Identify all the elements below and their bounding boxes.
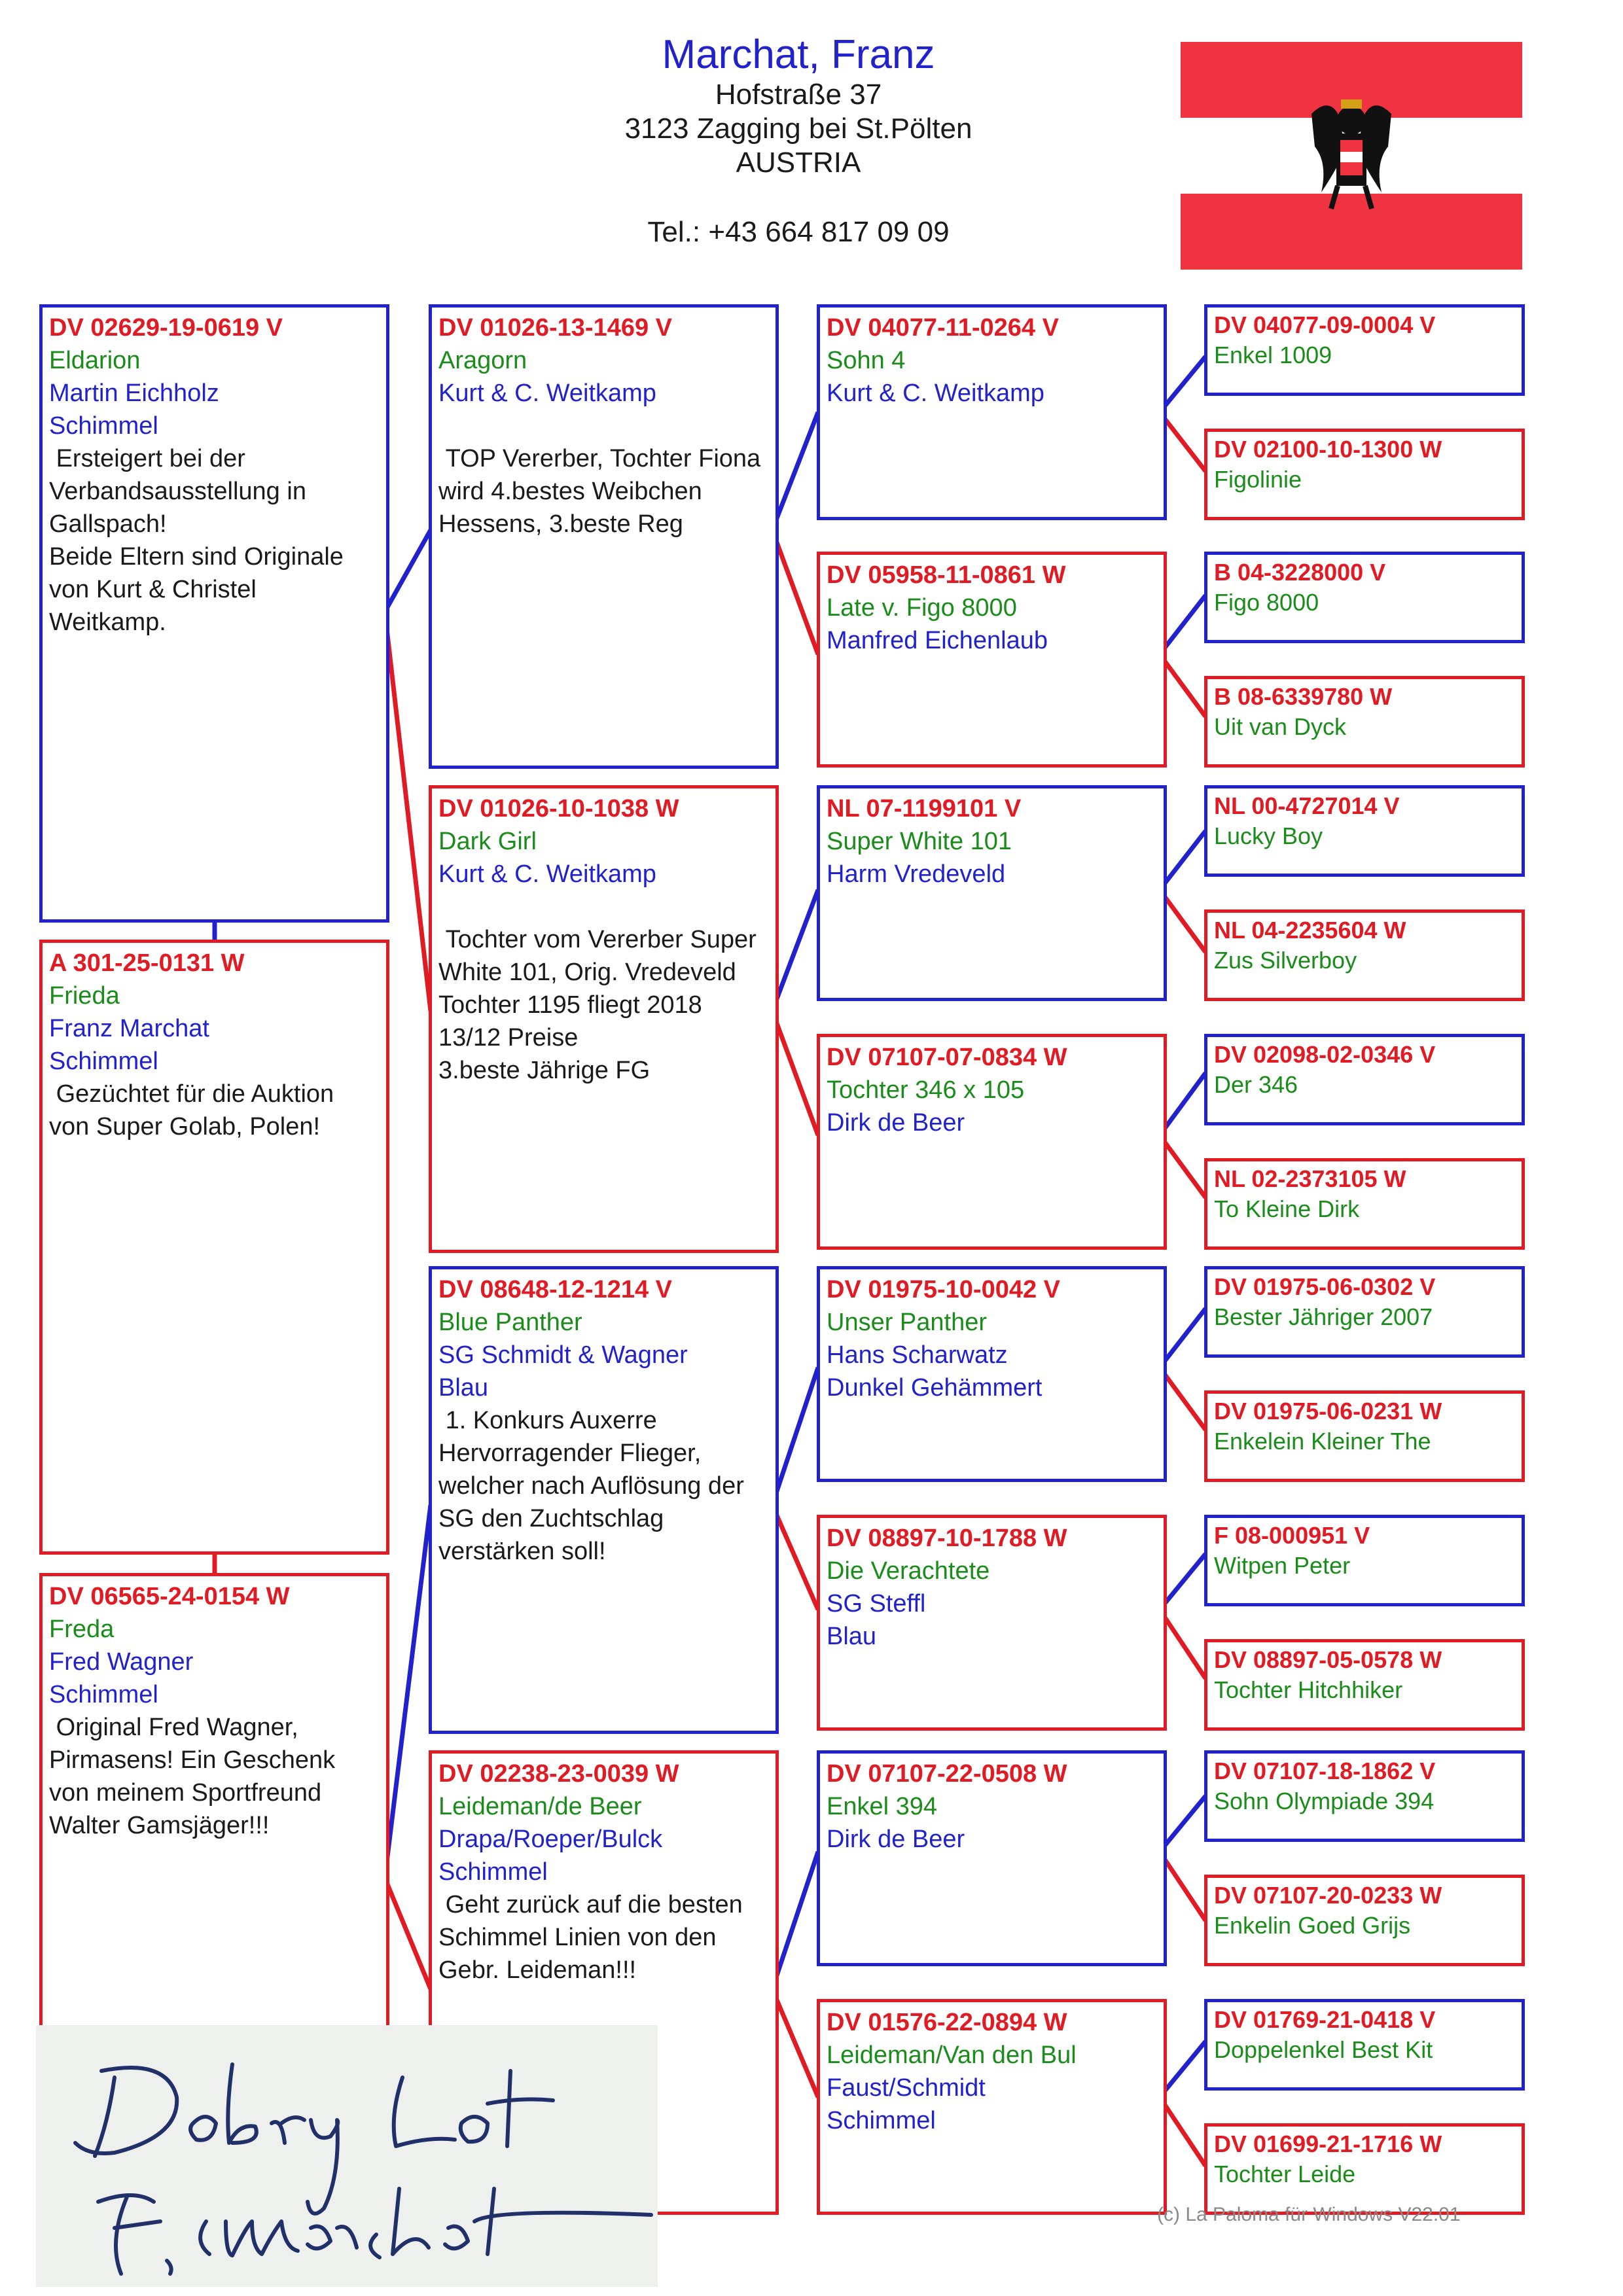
pigeon-card-ggp-1[interactable] bbox=[1204, 304, 1525, 396]
pigeon-card-ggp-6[interactable] bbox=[1204, 910, 1525, 1001]
ring-number: DV 01026-10-1038 W bbox=[438, 795, 679, 822]
ring-number: B 04-3228000 V bbox=[1214, 559, 1386, 586]
pigeon-card-grandparent-4[interactable] bbox=[817, 1034, 1167, 1250]
ring-number: DV 02629-19-0619 V bbox=[49, 314, 283, 342]
pigeon-name: Aragorn bbox=[438, 347, 527, 374]
pigeon-name: Die Verachtete bbox=[827, 1557, 990, 1585]
ring-number: DV 04077-09-0004 V bbox=[1214, 311, 1436, 338]
pigeon-card-parent-2[interactable] bbox=[429, 785, 779, 1253]
ring-number: NL 00-4727014 V bbox=[1214, 792, 1400, 819]
breeder: Dirk de Beer bbox=[827, 1826, 965, 1853]
pigeon-name: Sohn Olympiade 394 bbox=[1214, 1788, 1435, 1814]
pigeon-card-ggp-14[interactable] bbox=[1204, 1875, 1525, 1966]
pigeon-name: Eldarion bbox=[49, 347, 141, 374]
owner-country: AUSTRIA bbox=[736, 147, 861, 179]
plumage-color: Blau bbox=[438, 1374, 489, 1402]
pigeon-card-ggp-11[interactable] bbox=[1204, 1515, 1525, 1606]
breeder: Franz Marchat bbox=[49, 1015, 209, 1042]
pigeon-card-ggp-9[interactable] bbox=[1204, 1266, 1525, 1358]
breeder: Manfred Eichenlaub bbox=[827, 627, 1048, 654]
pigeon-name: Enkel 394 bbox=[827, 1793, 938, 1820]
breeder: Kurt & C. Weitkamp bbox=[438, 860, 656, 888]
plumage-color: Schimmel bbox=[49, 412, 158, 440]
pigeon-name: Leideman/Van den Bul bbox=[827, 2041, 1077, 2069]
pigeon-notes: Ersteigert bei der Verbandsausstellung in Gallspach! Beide Eltern sind Originale von Kurt & Christel Weitkamp. bbox=[49, 445, 344, 636]
breeder: Harm Vredeveld bbox=[827, 860, 1006, 888]
breeder: Kurt & C. Weitkamp bbox=[827, 380, 1044, 407]
pigeon-notes: Gezüchtet für die Auktion von Super Golab, Polen! bbox=[49, 1080, 341, 1140]
pigeon-name: Doppelenkel Best Kit bbox=[1214, 2036, 1433, 2063]
pigeon-name: Tochter Leide bbox=[1214, 2161, 1356, 2187]
pigeon-card-grandparent-7[interactable] bbox=[817, 1750, 1167, 1966]
pigeon-card-grandparent-1[interactable] bbox=[817, 304, 1167, 520]
ring-number: DV 02238-23-0039 W bbox=[438, 1760, 679, 1788]
plumage-color: Blau bbox=[827, 1623, 877, 1650]
pigeon-name: Figo 8000 bbox=[1214, 589, 1319, 616]
ring-number: NL 04-2235604 W bbox=[1214, 917, 1406, 944]
pigeon-name: Sohn 4 bbox=[827, 347, 906, 374]
owner-street: Hofstraße 37 bbox=[715, 79, 882, 111]
pigeon-card-grandparent-5[interactable] bbox=[817, 1266, 1167, 1482]
pigeon-card-subject[interactable] bbox=[39, 940, 389, 1555]
breeder: SG Steffl bbox=[827, 1590, 926, 1617]
pigeon-card-grandparent-3[interactable] bbox=[817, 785, 1167, 1001]
ring-number: DV 01975-06-0302 V bbox=[1214, 1273, 1436, 1300]
pigeon-name: Freda bbox=[49, 1616, 115, 1643]
ring-number: DV 01026-13-1469 V bbox=[438, 314, 673, 342]
ring-number: DV 02100-10-1300 W bbox=[1214, 436, 1442, 463]
plumage-color: Schimmel bbox=[438, 1858, 548, 1886]
pigeon-name: Enkelein Kleiner The bbox=[1214, 1428, 1431, 1455]
owner-name: Marchat, Franz bbox=[662, 32, 935, 77]
ring-number: DV 04077-11-0264 V bbox=[827, 314, 1059, 342]
pigeon-name: Late v. Figo 8000 bbox=[827, 594, 1017, 622]
ring-number: DV 07107-22-0508 W bbox=[827, 1760, 1067, 1788]
pigeon-card-grandparent-6[interactable] bbox=[817, 1515, 1167, 1731]
pigeon-name: Tochter 346 x 105 bbox=[827, 1076, 1025, 1104]
pigeon-name: Witpen Peter bbox=[1214, 1552, 1351, 1579]
ring-number: DV 07107-18-1862 V bbox=[1214, 1757, 1436, 1784]
pigeon-card-ggp-10[interactable] bbox=[1204, 1390, 1525, 1482]
pigeon-name: To Kleine Dirk bbox=[1214, 1195, 1360, 1222]
ring-number: DV 06565-24-0154 W bbox=[49, 1583, 290, 1610]
pigeon-card-ggp-2[interactable] bbox=[1204, 429, 1525, 520]
owner-phone: Tel.: +43 664 817 09 09 bbox=[647, 216, 950, 248]
pigeon-name: Lucky Boy bbox=[1214, 822, 1323, 849]
ring-number: DV 07107-20-0233 W bbox=[1214, 1882, 1442, 1909]
pigeon-card-ggp-8[interactable] bbox=[1204, 1158, 1525, 1250]
pigeon-name: Unser Panther bbox=[827, 1309, 988, 1336]
pigeon-card-grandparent-8[interactable] bbox=[817, 1999, 1167, 2215]
pigeon-card-ggp-13[interactable] bbox=[1204, 1750, 1525, 1842]
software-footer: (c) La Paloma für Windows V22.01 bbox=[1157, 2204, 1461, 2225]
plumage-color: Schimmel bbox=[827, 2107, 936, 2134]
ring-number: DV 08897-10-1788 W bbox=[827, 1525, 1067, 1552]
pigeon-notes: Original Fred Wagner, Pirmasens! Ein Geschenk von meinem Sportfreund Walter Gamsjäger!!! bbox=[49, 1714, 342, 1839]
pigeon-card-ggp-5[interactable] bbox=[1204, 785, 1525, 877]
pigeon-card-ggp-16[interactable] bbox=[1204, 2123, 1525, 2215]
owner-city: 3123 Zagging bei St.Pölten bbox=[624, 113, 972, 145]
breeder: Faust/Schmidt bbox=[827, 2074, 986, 2102]
pigeon-name: Bester Jähriger 2007 bbox=[1214, 1303, 1433, 1330]
ring-number: B 08-6339780 W bbox=[1214, 683, 1393, 710]
ring-number: DV 07107-07-0834 W bbox=[827, 1044, 1067, 1071]
breeder: Kurt & C. Weitkamp bbox=[438, 380, 656, 407]
ring-number: DV 01975-10-0042 V bbox=[827, 1276, 1061, 1303]
ring-number: NL 02-2373105 W bbox=[1214, 1165, 1406, 1192]
pigeon-name: Frieda bbox=[49, 982, 120, 1010]
pigeon-notes: 1. Konkurs Auxerre Hervorragender Flieger, welcher nach Auflösung der SG den Zuchtschlag verstärken soll! bbox=[438, 1407, 744, 1565]
pigeon-card-parent-3[interactable] bbox=[429, 1266, 779, 1734]
ring-number: DV 08648-12-1214 V bbox=[438, 1276, 673, 1303]
pigeon-name: Enkel 1009 bbox=[1214, 342, 1332, 368]
pigeon-card-ggp-12[interactable] bbox=[1204, 1639, 1525, 1731]
ring-number: DV 01769-21-0418 V bbox=[1214, 2006, 1436, 2033]
breeder: SG Schmidt & Wagner bbox=[438, 1341, 688, 1369]
pigeon-name: Figolinie bbox=[1214, 466, 1302, 493]
pigeon-card-ggp-3[interactable] bbox=[1204, 552, 1525, 643]
pigeon-name: Enkelin Goed Grijs bbox=[1214, 1912, 1411, 1939]
handwritten-signature bbox=[36, 2025, 658, 2287]
plumage-color: Schimmel bbox=[49, 1048, 158, 1075]
pigeon-name: Tochter Hitchhiker bbox=[1214, 1676, 1403, 1703]
ring-number: DV 08897-05-0578 W bbox=[1214, 1646, 1442, 1673]
ring-number: DV 01975-06-0231 W bbox=[1214, 1398, 1442, 1424]
pigeon-notes: TOP Vererber, Tochter Fiona wird 4.bestes Weibchen Hessens, 3.beste Reg bbox=[438, 445, 761, 538]
breeder: Dirk de Beer bbox=[827, 1109, 965, 1137]
pigeon-name: Super White 101 bbox=[827, 828, 1012, 855]
pigeon-name: Der 346 bbox=[1214, 1071, 1298, 1098]
ring-number: DV 01699-21-1716 W bbox=[1214, 2130, 1442, 2157]
pigeon-name: Blue Panther bbox=[438, 1309, 582, 1336]
ring-number: A 301-25-0131 W bbox=[49, 949, 245, 977]
ring-number: F 08-000951 V bbox=[1214, 1522, 1370, 1549]
pigeon-name: Zus Silverboy bbox=[1214, 947, 1357, 974]
ring-number: DV 01576-22-0894 W bbox=[827, 2009, 1067, 2036]
pigeon-card-subject-sire[interactable] bbox=[39, 304, 389, 923]
breeder: Fred Wagner bbox=[49, 1648, 194, 1676]
breeder: Drapa/Roeper/Bulck bbox=[438, 1826, 663, 1853]
pigeon-name: Leideman/de Beer bbox=[438, 1793, 642, 1820]
pigeon-name: Uit van Dyck bbox=[1214, 713, 1347, 740]
pigeon-notes: Tochter vom Vererber Super White 101, Orig. Vredeveld Tochter 1195 fliegt 2018 13/12 Preise 3.beste Jährige FG bbox=[438, 926, 757, 1084]
pigeon-card-ggp-15[interactable] bbox=[1204, 1999, 1525, 2091]
pigeon-card-grandparent-2[interactable] bbox=[817, 552, 1167, 768]
ring-number: DV 05958-11-0861 W bbox=[827, 561, 1066, 589]
ring-number: DV 02098-02-0346 V bbox=[1214, 1041, 1436, 1068]
ring-number: NL 07-1199101 V bbox=[827, 795, 1022, 822]
plumage-color: Schimmel bbox=[49, 1681, 158, 1708]
pigeon-card-parent-1[interactable] bbox=[429, 304, 779, 769]
pigeon-card-ggp-4[interactable] bbox=[1204, 676, 1525, 768]
pigeon-name: Dark Girl bbox=[438, 828, 537, 855]
plumage-color: Dunkel Gehämmert bbox=[827, 1374, 1043, 1402]
breeder: Martin Eichholz bbox=[49, 380, 219, 407]
breeder: Hans Scharwatz bbox=[827, 1341, 1008, 1369]
pigeon-notes: Geht zurück auf die besten Schimmel Linien von den Gebr. Leideman!!! bbox=[438, 1891, 750, 1984]
pigeon-card-ggp-7[interactable] bbox=[1204, 1034, 1525, 1125]
